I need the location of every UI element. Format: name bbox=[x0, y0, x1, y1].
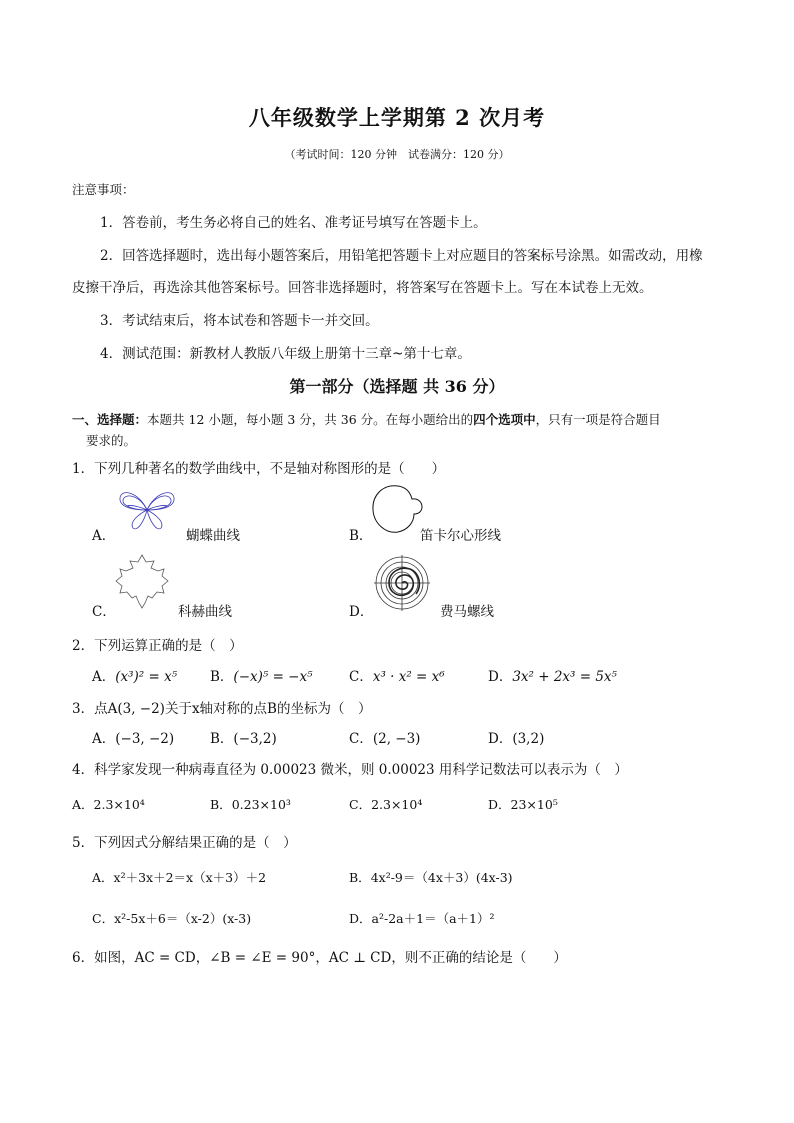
q5-option-d-text: a²-2a＋1＝（a＋1）² bbox=[371, 911, 495, 926]
q3-option-d bbox=[488, 727, 544, 747]
butterfly-curve-figure bbox=[117, 488, 177, 532]
q5-option-d-letter: D． bbox=[349, 911, 372, 926]
q2-option-a bbox=[92, 665, 177, 685]
q3-option-d-text: (3,2) bbox=[512, 731, 545, 747]
notice-item-2: 2．回答选择题时，选出每小题答案后，用铅笔把答题卡上对应题目的答案标号涂黑。如需改动，用橡 bbox=[100, 248, 703, 264]
question-3-stem: 3．点A(3, −2)关于x轴对称的点B的坐标为（ ） bbox=[72, 701, 372, 717]
q3-option-a-text: (−3, −2) bbox=[115, 731, 175, 747]
notice-item-4: 4．测试范围：新教材人教版八年级上册第十三章~第十七章。 bbox=[100, 346, 471, 362]
section-intro-bold: 四个选项中 bbox=[473, 412, 536, 427]
page-title: 八年级数学上学期第 2 次月考 bbox=[248, 105, 546, 130]
q5-option-c bbox=[92, 909, 251, 927]
q1-option-c-letter: C． bbox=[92, 604, 116, 620]
section-intro-line1: 本题共 12 小题，每小题 3 分，共 36 分。在每小题给出的 bbox=[147, 412, 474, 427]
q5-option-b bbox=[349, 868, 513, 886]
q1-option-a-letter: A． bbox=[92, 528, 116, 544]
q4-option-c-text: 2.3×10⁴ bbox=[371, 797, 423, 812]
notice-item-1: 1．答卷前，考生务必将自己的姓名、准考证号填写在答题卡上。 bbox=[100, 215, 487, 231]
q4-option-d-text: 23×10⁵ bbox=[510, 797, 558, 812]
q4-option-c bbox=[349, 795, 422, 813]
q3-option-c bbox=[349, 727, 420, 747]
fermat-spiral-figure bbox=[372, 553, 432, 613]
q5-option-c-text: x²-5x＋6＝（x-2）(x-3) bbox=[114, 911, 252, 926]
q2-option-b-letter: B． bbox=[210, 669, 234, 685]
q2-option-c-letter: C． bbox=[349, 669, 373, 685]
q4-option-a bbox=[72, 795, 145, 813]
q3-option-a bbox=[92, 727, 174, 747]
page-subtitle: （考试时间：120 分钟 试卷满分：120 分） bbox=[284, 148, 510, 161]
q3-option-c-text: (2, −3) bbox=[372, 731, 421, 747]
q4-option-d bbox=[488, 795, 558, 813]
q5-option-b-letter: B． bbox=[349, 870, 371, 885]
q2-option-a-letter: A． bbox=[92, 669, 116, 685]
q5-option-d bbox=[349, 909, 495, 927]
q2-option-d-text: 3x² + 2x³ = 5x⁵ bbox=[512, 669, 617, 685]
q3-option-b-letter: B． bbox=[210, 731, 234, 747]
q5-option-c-letter: C． bbox=[92, 911, 115, 926]
section-title: 第一部分（选择题 共 36 分） bbox=[289, 377, 505, 396]
q1-option-b-letter: B． bbox=[349, 528, 373, 544]
question-4-stem: 4．科学家发现一种病毒直径为 0.00023 微米，则 0.00023 用科学记数法可以表示为（ ） bbox=[72, 762, 628, 778]
section-intro-prefix: 一、选择题： bbox=[72, 412, 148, 427]
q2-option-c-text: x³ · x² = x⁶ bbox=[372, 669, 445, 685]
notice-item-2-cont: 皮擦干净后，再选涂其他答案标号。回答非选择题时，将答案写在答题卡上。写在本试卷上无效。 bbox=[72, 280, 653, 296]
q1-option-a-label: 蝴蝶曲线 bbox=[186, 528, 240, 544]
section-intro-line1-rest: ，只有一项是符合题目 bbox=[535, 412, 661, 427]
q2-option-b bbox=[210, 665, 313, 685]
notice-heading: 注意事项： bbox=[72, 182, 135, 197]
question-1-stem: 1．下列几种著名的数学曲线中，不是轴对称图形的是（ ） bbox=[72, 461, 446, 477]
q4-option-b bbox=[210, 795, 291, 813]
q5-option-a-letter: A． bbox=[92, 870, 114, 885]
koch-snowflake-figure bbox=[112, 552, 172, 610]
q2-option-d bbox=[488, 665, 617, 685]
q1-option-d-label: 费马螺线 bbox=[440, 604, 494, 620]
q5-option-a-text: x²＋3x＋2＝x（x＋3）＋2 bbox=[113, 870, 267, 885]
q3-option-a-letter: A． bbox=[92, 731, 116, 747]
q2-option-b-text: (−x)⁵ = −x⁵ bbox=[233, 669, 313, 685]
q4-option-c-letter: C． bbox=[349, 797, 372, 812]
q3-option-d-letter: D． bbox=[488, 731, 513, 747]
q3-option-b bbox=[210, 727, 277, 747]
q2-option-c bbox=[349, 665, 445, 685]
cardioid-figure bbox=[368, 480, 426, 538]
section-intro-line2: 要求的。 bbox=[86, 433, 137, 448]
question-2-stem: 2．下列运算正确的是（ ） bbox=[72, 638, 243, 654]
q4-option-b-text: 0.23×10³ bbox=[231, 797, 291, 812]
notice-item-3: 3．考试结束后，将本试卷和答题卡一并交回。 bbox=[100, 313, 379, 329]
q5-option-a bbox=[92, 868, 266, 886]
q1-option-b-label: 笛卡尔心形线 bbox=[420, 528, 501, 544]
q1-option-c-label: 科赫曲线 bbox=[178, 604, 232, 620]
q3-option-c-letter: C． bbox=[349, 731, 373, 747]
q3-option-b-text: (−3,2) bbox=[233, 731, 277, 747]
question-6-stem: 6．如图，AC = CD，∠B = ∠E = 90°，AC ⊥ CD，则不正确的结论是（ ） bbox=[72, 950, 567, 966]
q4-option-d-letter: D． bbox=[488, 797, 511, 812]
q4-option-a-letter: A． bbox=[72, 797, 94, 812]
q2-option-a-text: (x³)² = x⁵ bbox=[115, 669, 178, 685]
section-intro bbox=[72, 410, 661, 428]
q2-option-d-letter: D． bbox=[488, 669, 513, 685]
q5-option-b-text: 4x²-9＝（4x＋3）(4x-3) bbox=[370, 870, 513, 885]
q4-option-a-text: 2.3×10⁴ bbox=[93, 797, 145, 812]
question-5-stem: 5．下列因式分解结果正确的是（ ） bbox=[72, 835, 297, 851]
q4-option-b-letter: B． bbox=[210, 797, 232, 812]
q1-option-d-letter: D． bbox=[349, 604, 374, 620]
